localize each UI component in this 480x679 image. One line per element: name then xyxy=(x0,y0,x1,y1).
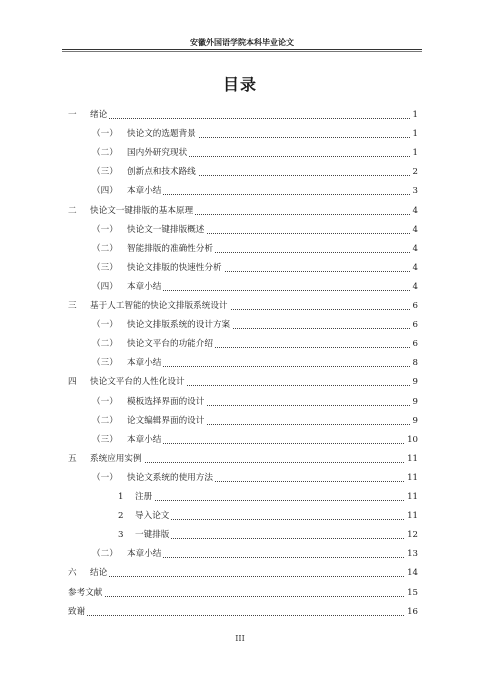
toc-entry-title: 参考文献 xyxy=(68,584,104,602)
toc-entry-title: 本章小结 xyxy=(127,431,163,449)
toc-entry-title: 论文编辑界面的设计 xyxy=(127,412,206,430)
toc-entry[interactable] xyxy=(0,259,480,277)
toc-entry-page: 11 xyxy=(405,507,418,525)
toc-entry-number: （四） xyxy=(92,281,118,292)
toc-entry[interactable] xyxy=(0,373,480,391)
toc-entry-number: （二） xyxy=(92,415,118,426)
toc-entry-title: 结论 xyxy=(90,564,109,582)
header-rule-thin xyxy=(62,51,422,52)
header-rule xyxy=(62,49,422,50)
toc-entry[interactable] xyxy=(0,507,480,525)
toc-entry-title: 国内外研究现状 xyxy=(127,144,189,162)
toc-entry-number: （三） xyxy=(92,358,118,369)
toc-entry-number: 一 xyxy=(68,110,77,120)
toc-entry-page: 11 xyxy=(405,469,418,487)
toc-entry-number: 1 xyxy=(118,492,124,502)
toc-entry-title: 智能排版的准确性分析 xyxy=(127,240,215,258)
toc-entry[interactable] xyxy=(0,297,480,315)
toc-entry-title: 导入论文 xyxy=(135,507,171,525)
toc-entry-page: 1 xyxy=(411,125,418,143)
toc-entry-page: 9 xyxy=(411,373,418,391)
toc-entry-title: 模板选择界面的设计 xyxy=(127,393,206,411)
toc-entry-page: 1 xyxy=(411,144,418,162)
toc-entry-title: 快论文排版的快速性分析 xyxy=(127,259,224,277)
toc-entry-page: 9 xyxy=(411,393,418,411)
toc-entry-title: 本章小结 xyxy=(127,182,163,200)
toc-entry[interactable] xyxy=(0,488,480,506)
page-number: III xyxy=(235,634,245,643)
toc-entry[interactable] xyxy=(0,125,480,143)
toc-entry-title: 系统应用实例 xyxy=(90,450,144,468)
toc-entry[interactable] xyxy=(0,163,480,181)
toc-entry[interactable] xyxy=(0,584,480,602)
toc-entry-number: （一） xyxy=(92,396,118,407)
toc-entry-page: 9 xyxy=(411,412,418,430)
page-title: 目录 xyxy=(222,75,257,94)
toc-entry[interactable] xyxy=(0,240,480,258)
toc-entry-title: 快论文的选题背景 xyxy=(127,125,198,143)
toc-entry-number: 三 xyxy=(68,301,77,311)
toc-entry-page: 4 xyxy=(411,278,418,296)
running-header: 安徽外国语学院本科毕业论文 xyxy=(190,38,294,47)
toc-entry-title: 快论文平台的功能介绍 xyxy=(127,335,215,353)
toc-entry[interactable] xyxy=(0,221,480,239)
toc-entry-page: 6 xyxy=(411,335,418,353)
toc-leader-dots xyxy=(127,194,416,195)
toc-entry[interactable] xyxy=(0,182,480,200)
toc-leader-dots xyxy=(127,557,416,558)
toc-entry-title: 致谢 xyxy=(68,603,87,621)
toc-entry-page: 11 xyxy=(405,450,418,468)
toc-entry[interactable] xyxy=(0,106,480,124)
toc-entry-number: （一） xyxy=(92,320,118,331)
toc-entry[interactable] xyxy=(0,412,480,430)
toc-entry-number: （一） xyxy=(92,224,118,235)
toc-entry-number: （三） xyxy=(92,262,118,273)
toc-entry[interactable] xyxy=(0,393,480,411)
toc-entry-number: （三） xyxy=(92,167,118,178)
toc-entry-number: 六 xyxy=(68,568,77,579)
toc-entry[interactable] xyxy=(0,450,480,468)
toc-entry-number: （四） xyxy=(92,186,118,197)
toc-entry[interactable] xyxy=(0,564,480,582)
toc-entry-number: 四 xyxy=(68,377,77,388)
toc-entry[interactable] xyxy=(0,335,480,353)
toc-entry-title: 快论文平台的人性化设计 xyxy=(90,373,187,391)
toc-entry-title: 快论文系统的使用方法 xyxy=(127,469,215,487)
toc-entry[interactable] xyxy=(0,469,480,487)
toc-entry-title: 快论文一键排版概述 xyxy=(127,221,206,239)
toc-entry[interactable] xyxy=(0,202,480,220)
toc-entry-title: 快论文排版系统的设计方案 xyxy=(127,316,232,334)
toc-entry-title: 快论文一键排版的基本原理 xyxy=(90,202,195,220)
toc-leader-dots xyxy=(68,615,416,616)
toc-entry-page: 4 xyxy=(411,240,418,258)
toc-entry-page: 4 xyxy=(411,259,418,277)
toc-entry-number: （三） xyxy=(92,434,118,445)
toc-entry[interactable] xyxy=(0,144,480,162)
toc-entry-title: 创新点和技术路线 xyxy=(127,163,198,181)
toc-entry-number: （二） xyxy=(92,243,118,254)
toc-entry-number: （一） xyxy=(92,129,118,140)
toc-leader-dots xyxy=(90,576,416,577)
toc-entry-page: 13 xyxy=(405,545,418,563)
toc-entry-number: 二 xyxy=(68,205,77,216)
toc-entry-title: 本章小结 xyxy=(127,354,163,372)
toc-entry-title: 基于人工智能的快论文排版系统设计 xyxy=(90,297,230,315)
toc-entry-number: 2 xyxy=(118,511,124,522)
toc-entry-number: （二） xyxy=(92,339,118,350)
toc-entry-page: 6 xyxy=(411,297,418,315)
toc-leader-dots xyxy=(127,290,416,291)
toc-entry[interactable] xyxy=(0,354,480,372)
toc-entry-page: 15 xyxy=(405,584,418,602)
toc-entry-title: 一键排版 xyxy=(135,526,171,544)
toc-entry-page: 10 xyxy=(405,431,418,449)
toc-leader-dots xyxy=(135,519,416,520)
toc-entry-page: 8 xyxy=(411,354,418,372)
toc-entry[interactable] xyxy=(0,545,480,563)
toc-entry[interactable] xyxy=(0,316,480,334)
toc-leader-dots xyxy=(68,596,416,597)
toc-leader-dots xyxy=(127,443,416,444)
toc-entry-page: 4 xyxy=(411,221,418,239)
toc-entry[interactable] xyxy=(0,278,480,296)
toc-entry-title: 本章小结 xyxy=(127,278,163,296)
toc-entry-page: 4 xyxy=(411,202,418,220)
toc-entry-number: 五 xyxy=(68,453,77,464)
toc-entry-title: 注册 xyxy=(135,488,154,506)
toc-entry-title: 绪论 xyxy=(90,106,109,124)
toc-entry[interactable] xyxy=(0,526,480,544)
toc-leader-dots xyxy=(90,118,416,119)
toc-entry-number: （一） xyxy=(92,472,118,483)
toc-entry-page: 1 xyxy=(411,106,418,124)
toc-entry[interactable] xyxy=(0,603,480,621)
toc-leader-dots xyxy=(135,538,416,539)
toc-leader-dots xyxy=(127,366,416,367)
toc-entry-page: 2 xyxy=(411,163,418,181)
toc-entry-page: 16 xyxy=(405,603,418,621)
toc-entry-number: 3 xyxy=(118,530,124,541)
toc-entry-number: （二） xyxy=(92,148,118,159)
toc-entry-page: 12 xyxy=(405,526,418,544)
toc-entry-number: （二） xyxy=(92,549,118,560)
toc-leader-dots xyxy=(135,500,416,501)
toc-entry-page: 6 xyxy=(411,316,418,334)
toc-entry[interactable] xyxy=(0,431,480,449)
toc-entry-page: 14 xyxy=(405,564,418,582)
toc-entry-title: 本章小结 xyxy=(127,545,163,563)
toc-entry-page: 11 xyxy=(405,488,418,506)
toc-entry-page: 3 xyxy=(411,182,418,200)
